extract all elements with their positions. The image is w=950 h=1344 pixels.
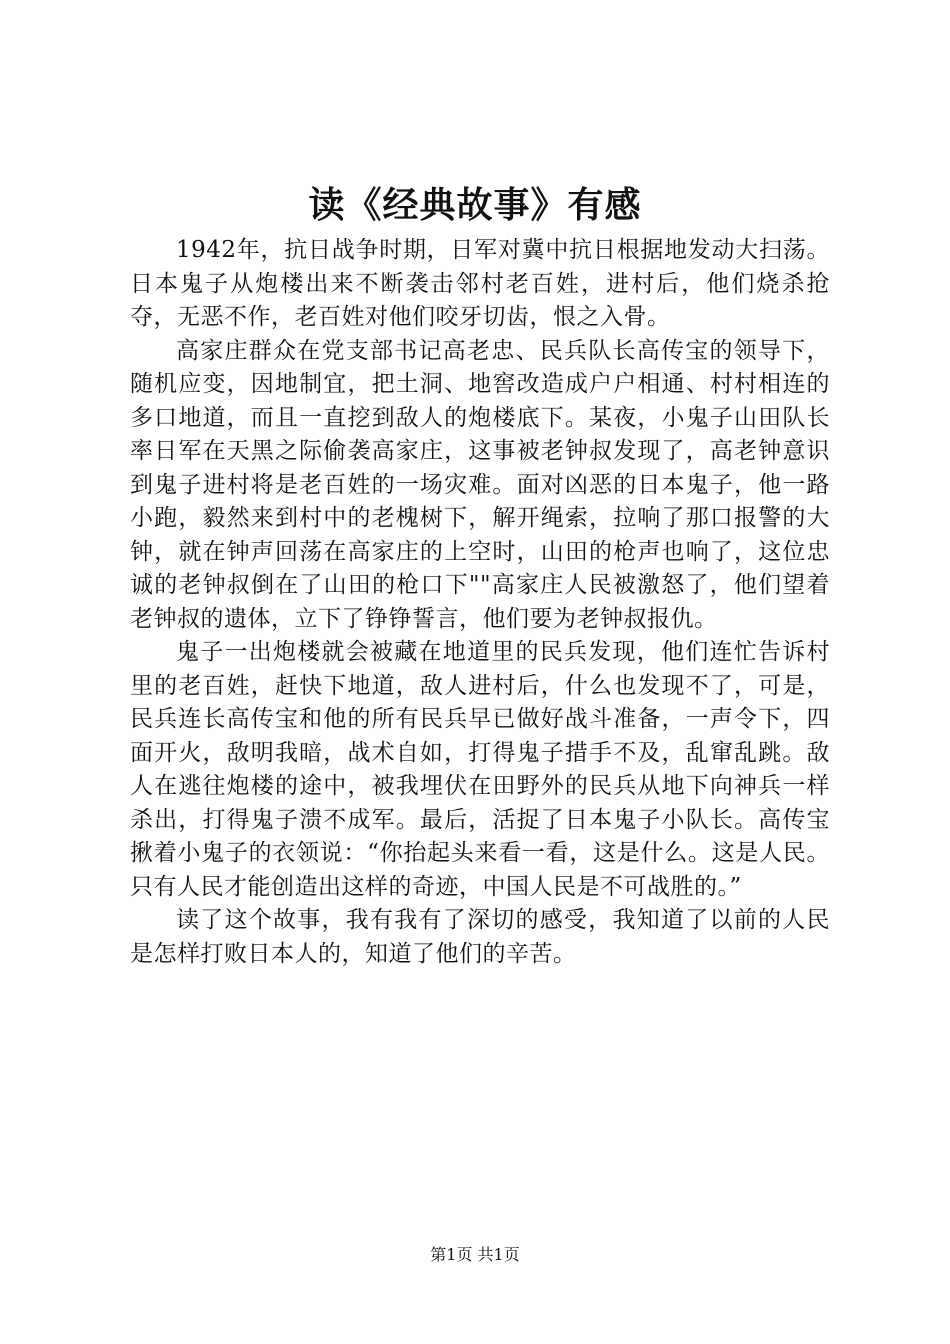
page-footer: 第1页 共1页 xyxy=(430,1245,520,1264)
paragraph-4: 读了这个故事，我有我有了深切的感受，我知道了以前的人民是怎样打败日本人的，知道了他们的辛苦。 xyxy=(130,907,830,967)
paragraph-2: 高家庄群众在党支部书记高老忠、民兵队长高传宝的领导下，随机应变，因地制宜，把土洞、地窖改造成户户相通、村村相连的多口地道，而且一直挖到敌人的炮楼底下。某夜，小鬼子山田队长率日军在天黑之际偷袭高家庄，这事被老钟叔发现了，高老钟意识到鬼子进村将是老百姓的一场灾难。面对凶恶的日本鬼子，他一路小跑，毅然来到村中的老槐树下，解开绳索，拉响了那口报警的大钟，就在钟声回荡在高家庄的上空时，山田的枪声也响了，这位忠诚的老钟叔倒在了山田的枪口下""高家庄人民被激怒了，他们望着老钟叔的遗体，立下了铮铮誓言，他们要为老钟叔报仇。 xyxy=(130,337,830,632)
document-body xyxy=(130,234,830,971)
paragraph-3: 鬼子一出炮楼就会被藏在地道里的民兵发现，他们连忙告诉村里的老百姓，赶快下地道，敌人进村后，什么也发现不了，可是，民兵连长高传宝和他的所有民兵早已做好战斗准备，一声令下，四面开火，敌明我暗，战术自如，打得鬼子措手不及，乱窜乱跳。敌人在逃往炮楼的途中，被我埋伏在田野外的民兵从地下向神兵一样杀出，打得鬼子溃不成军。最后，活捉了日本鬼子小队长。高传宝揪着小鬼子的衣领说：“你抬起头来看一看，这是什么。这是人民。只有人民才能创造出这样的奇迹，中国人民是不可战胜的。” xyxy=(130,639,830,900)
paragraph-1: 1942年，抗日战争时期，日军对冀中抗日根据地发动大扫荡。日本鬼子从炮楼出来不断袭击邻村老百姓，进村后，他们烧杀抢夺，无恶不作，老百姓对他们咬牙切齿，恨之入骨。 xyxy=(130,237,830,330)
document-title: 读《经典故事》有感 xyxy=(308,184,642,226)
